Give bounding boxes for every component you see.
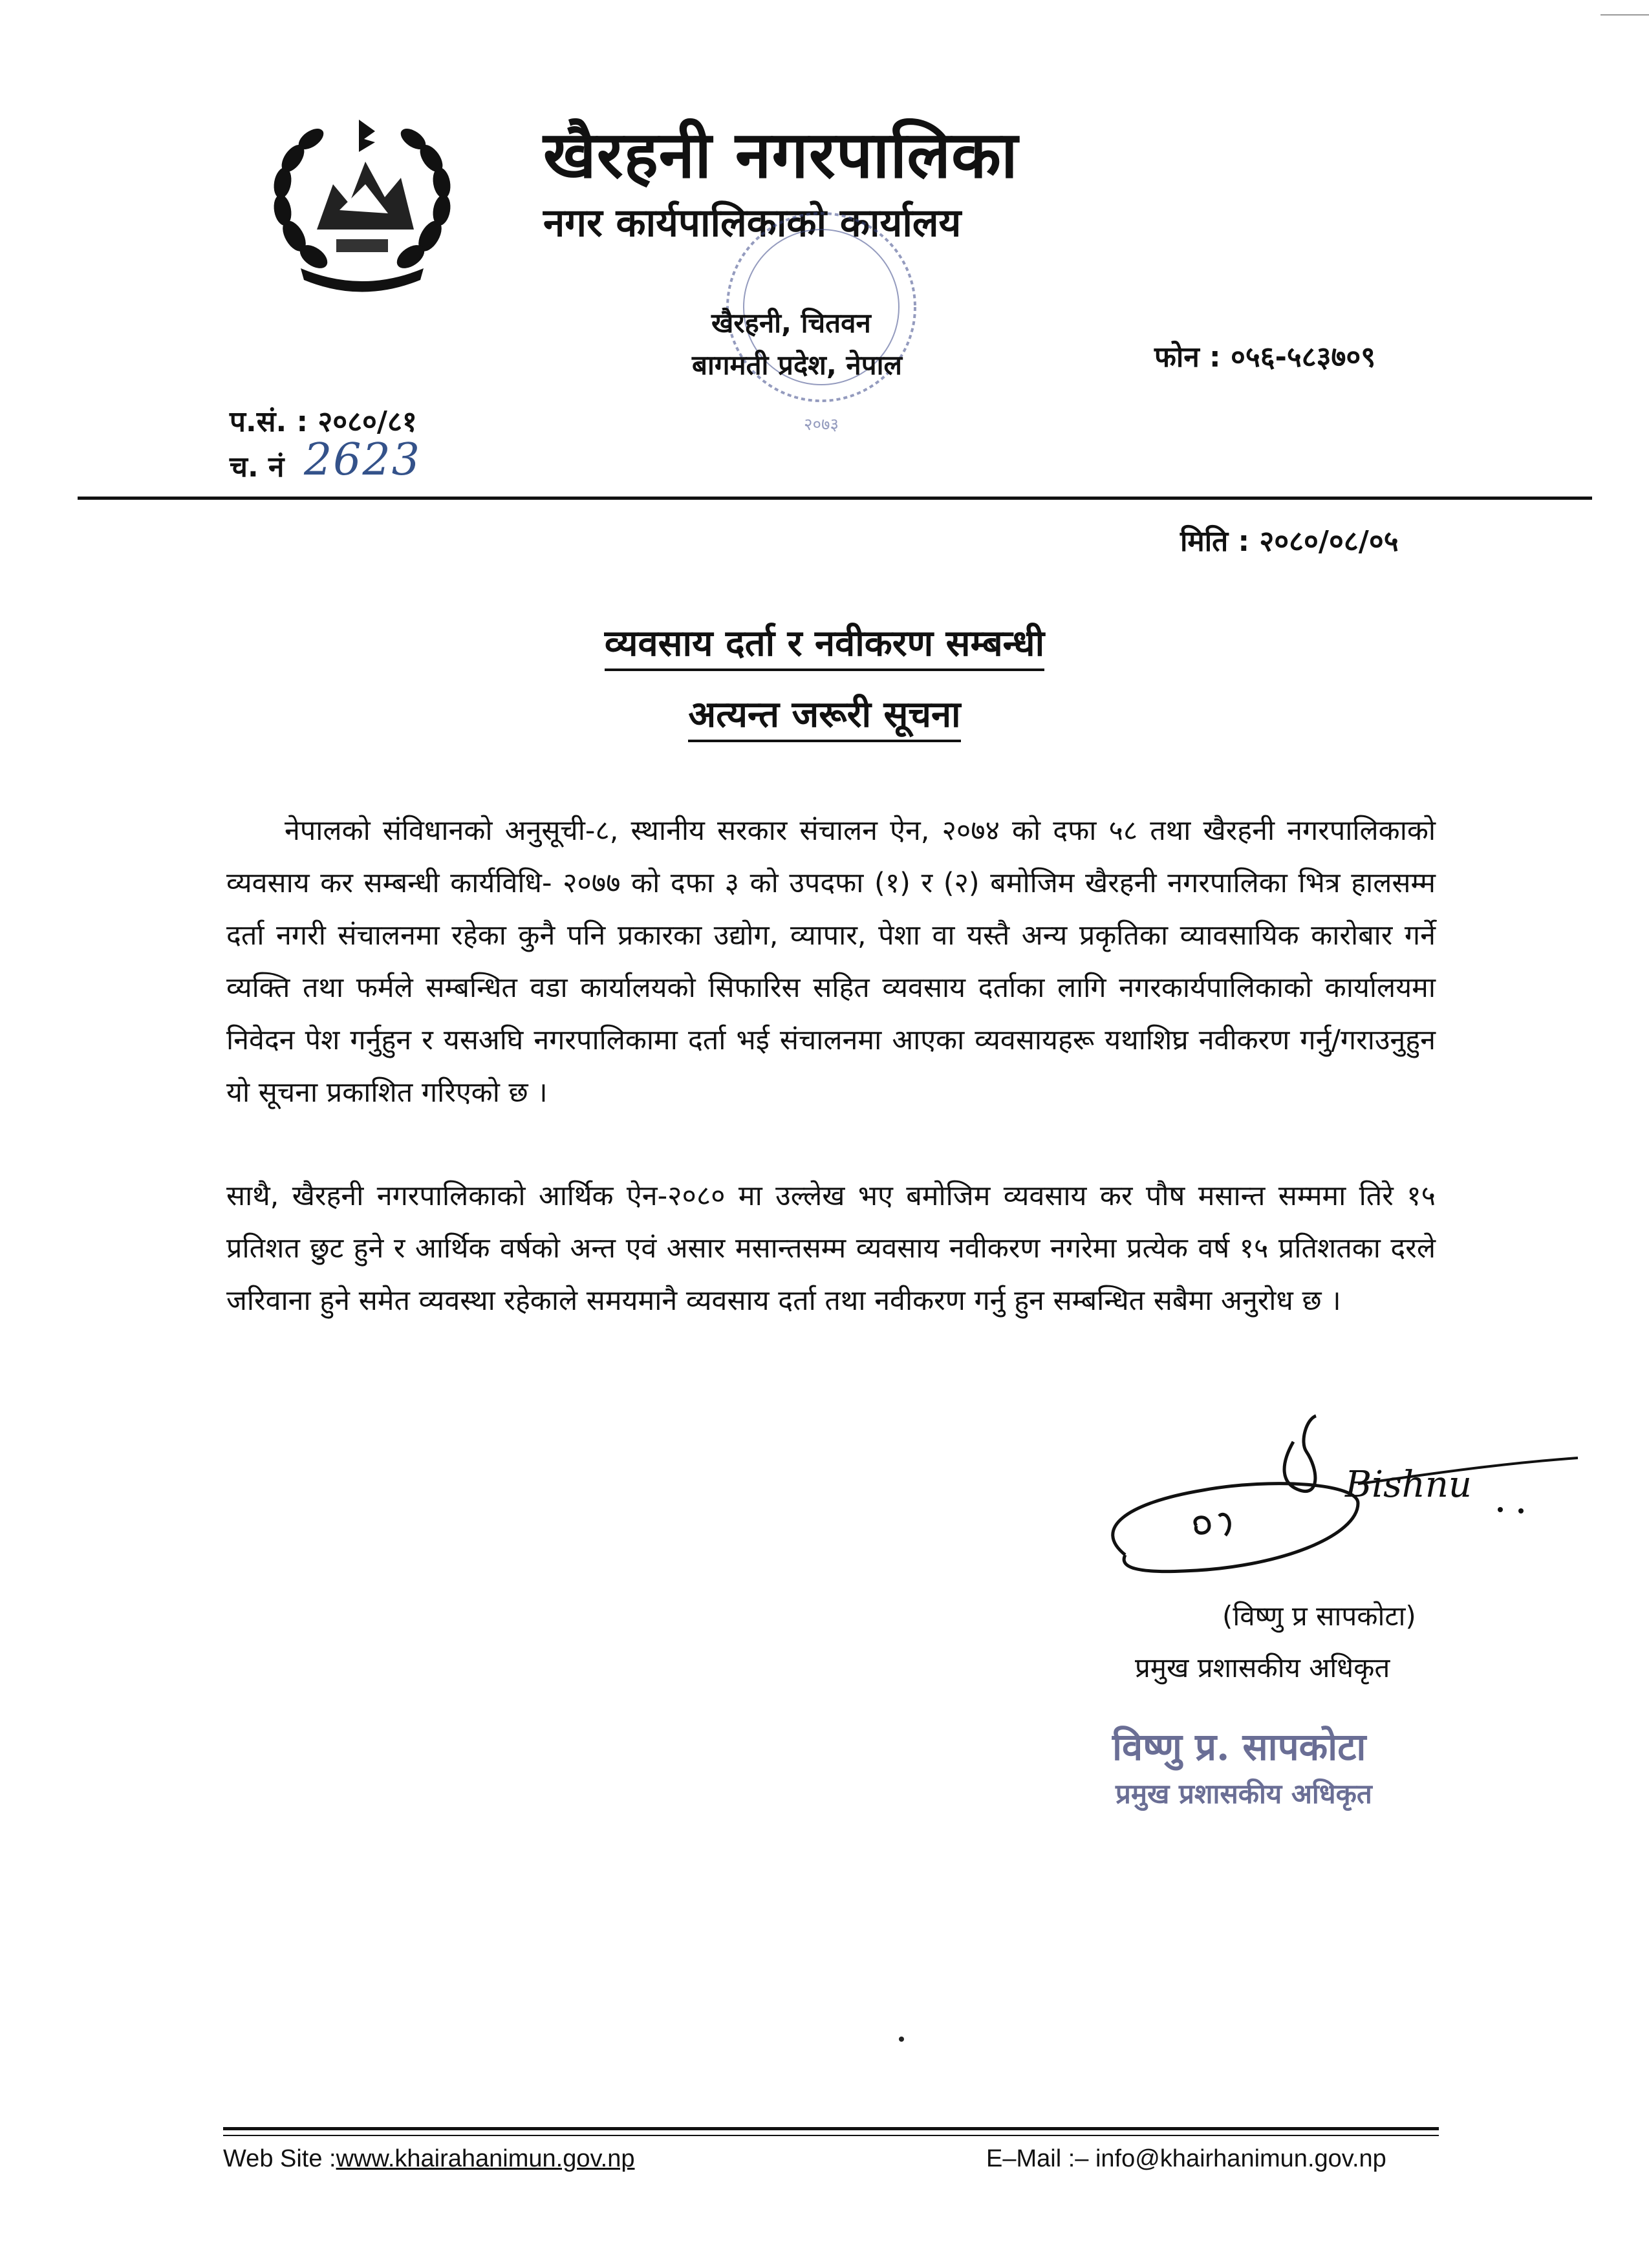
email-link[interactable]: info@khairhanimun.gov.np bbox=[1095, 2145, 1386, 2172]
header-divider bbox=[78, 497, 1592, 500]
letterhead bbox=[543, 113, 1319, 249]
email-label: E–Mail :– bbox=[986, 2145, 1095, 2172]
notice-date: मिति : २०८०/०८/०५ bbox=[1180, 525, 1399, 558]
seal-name-stamp: विष्णु प्र. सापकोटा bbox=[1112, 1725, 1366, 1769]
scan-margin-mark bbox=[1600, 14, 1649, 16]
body-paragraph-2: साथै, खैरहनी नगरपालिकाको आर्थिक ऐन-२०८० मा उल्लेख भए बमोजिम व्यवसाय कर पौष मसान्त सम्ममा तिरे १५ प्रतिशत छुट हुने र आर्थिक वर्षको अन्त एवं असार मसान्तसम्म व्यवसाय नवीकरण नगरेमा प्रत्येक वर्ष १५ प्रतिशतका दरले जरिवाना हुने समेत व्यवस्था रहेकाले समयमानै व्यवसाय दर्ता तथा नवीकरण गर्नु हुन सम्बन्धित सबैमा अनुरोध छ । bbox=[226, 1180, 1436, 1317]
seal-title-stamp: प्रमुख प्रशासकीय अधिकृत bbox=[1116, 1778, 1372, 1810]
subject-line-2-text: अत्यन्त जरूरी सूचना bbox=[688, 694, 960, 742]
phone-number: फोन : ०५६-५८३७०९ bbox=[1154, 341, 1376, 374]
office-title: नगर कार्यपालिकाको कार्यालय bbox=[543, 200, 962, 246]
website-link[interactable]: www.khairahanimun.gov.np bbox=[336, 2145, 635, 2172]
stray-mark bbox=[899, 2037, 904, 2042]
dispatch-number-handwritten: 2623 bbox=[304, 434, 422, 486]
handwritten-signature-icon bbox=[1086, 1406, 1604, 1613]
body-paragraph-1: नेपालको संविधानको अनुसूची-८, स्थानीय सरकार संचालन ऐन, २०७४ को दफा ५८ तथा खैरहनी नगरपालिकाको व्यवसाय कर सम्बन्धी कार्यविधि- २०७७ को दफा ३ को उपदफा (१) र (२) बमोजिम खैरहनी नगरपालिका भित्र हालसम्म दर्ता नगरी संचालनमा रहेका कुनै पनि प्रकारका उद्योग, व्यापार, पेशा वा यस्तै अन्य प्रकृतिका व्यावसायिक कारोबार गर्ने व्यक्ति तथा फर्मले सम्बन्धित वडा कार्यालयको सिफारिस सहित व्यवसाय दर्ताका लागि नगरकार्यपालिकाको कार्यालयमा निवेदन पेश गर्नुहुन र यसअघि नगरपालिकामा दर्ता भई संचालनमा आएका व्यवसायहरू यथाशिघ्र नवीकरण गर्नु/गराउनुहुन यो सूचना प्रकाशित गरिएको छ । bbox=[226, 815, 1436, 1109]
signature-text: Bishnu bbox=[1345, 1464, 1472, 1506]
signer-title: प्रमुख प्रशासकीय अधिकृत bbox=[1135, 1652, 1390, 1684]
address-line-1: खैरहनी, चितवन bbox=[711, 307, 871, 339]
footer-divider-thin bbox=[223, 2135, 1439, 2136]
subject-line-1-text: व्यवसाय दर्ता र नवीकरण सम्बन्धी bbox=[605, 623, 1044, 671]
nepal-government-emblem-icon bbox=[255, 107, 469, 294]
subject-line-2 bbox=[0, 689, 1649, 738]
org-title: खैरहनी नगरपालिका bbox=[543, 117, 1018, 193]
svg-text:२०७३: २०७३ bbox=[803, 415, 839, 434]
reference-number: प.सं. : २०८०/८१ bbox=[230, 405, 417, 438]
footer-website bbox=[223, 2145, 635, 2173]
footer-divider bbox=[223, 2127, 1439, 2130]
signer-name: (विष्णु प्र सापकोटा) bbox=[1222, 1600, 1416, 1632]
subject-line-1 bbox=[0, 617, 1649, 667]
dispatch-number-label: च. नं bbox=[230, 451, 285, 484]
footer-email bbox=[986, 2145, 1386, 2173]
website-label: Web Site : bbox=[223, 2145, 336, 2172]
address-line-2: बागमती प्रदेश, नेपाल bbox=[692, 349, 902, 381]
